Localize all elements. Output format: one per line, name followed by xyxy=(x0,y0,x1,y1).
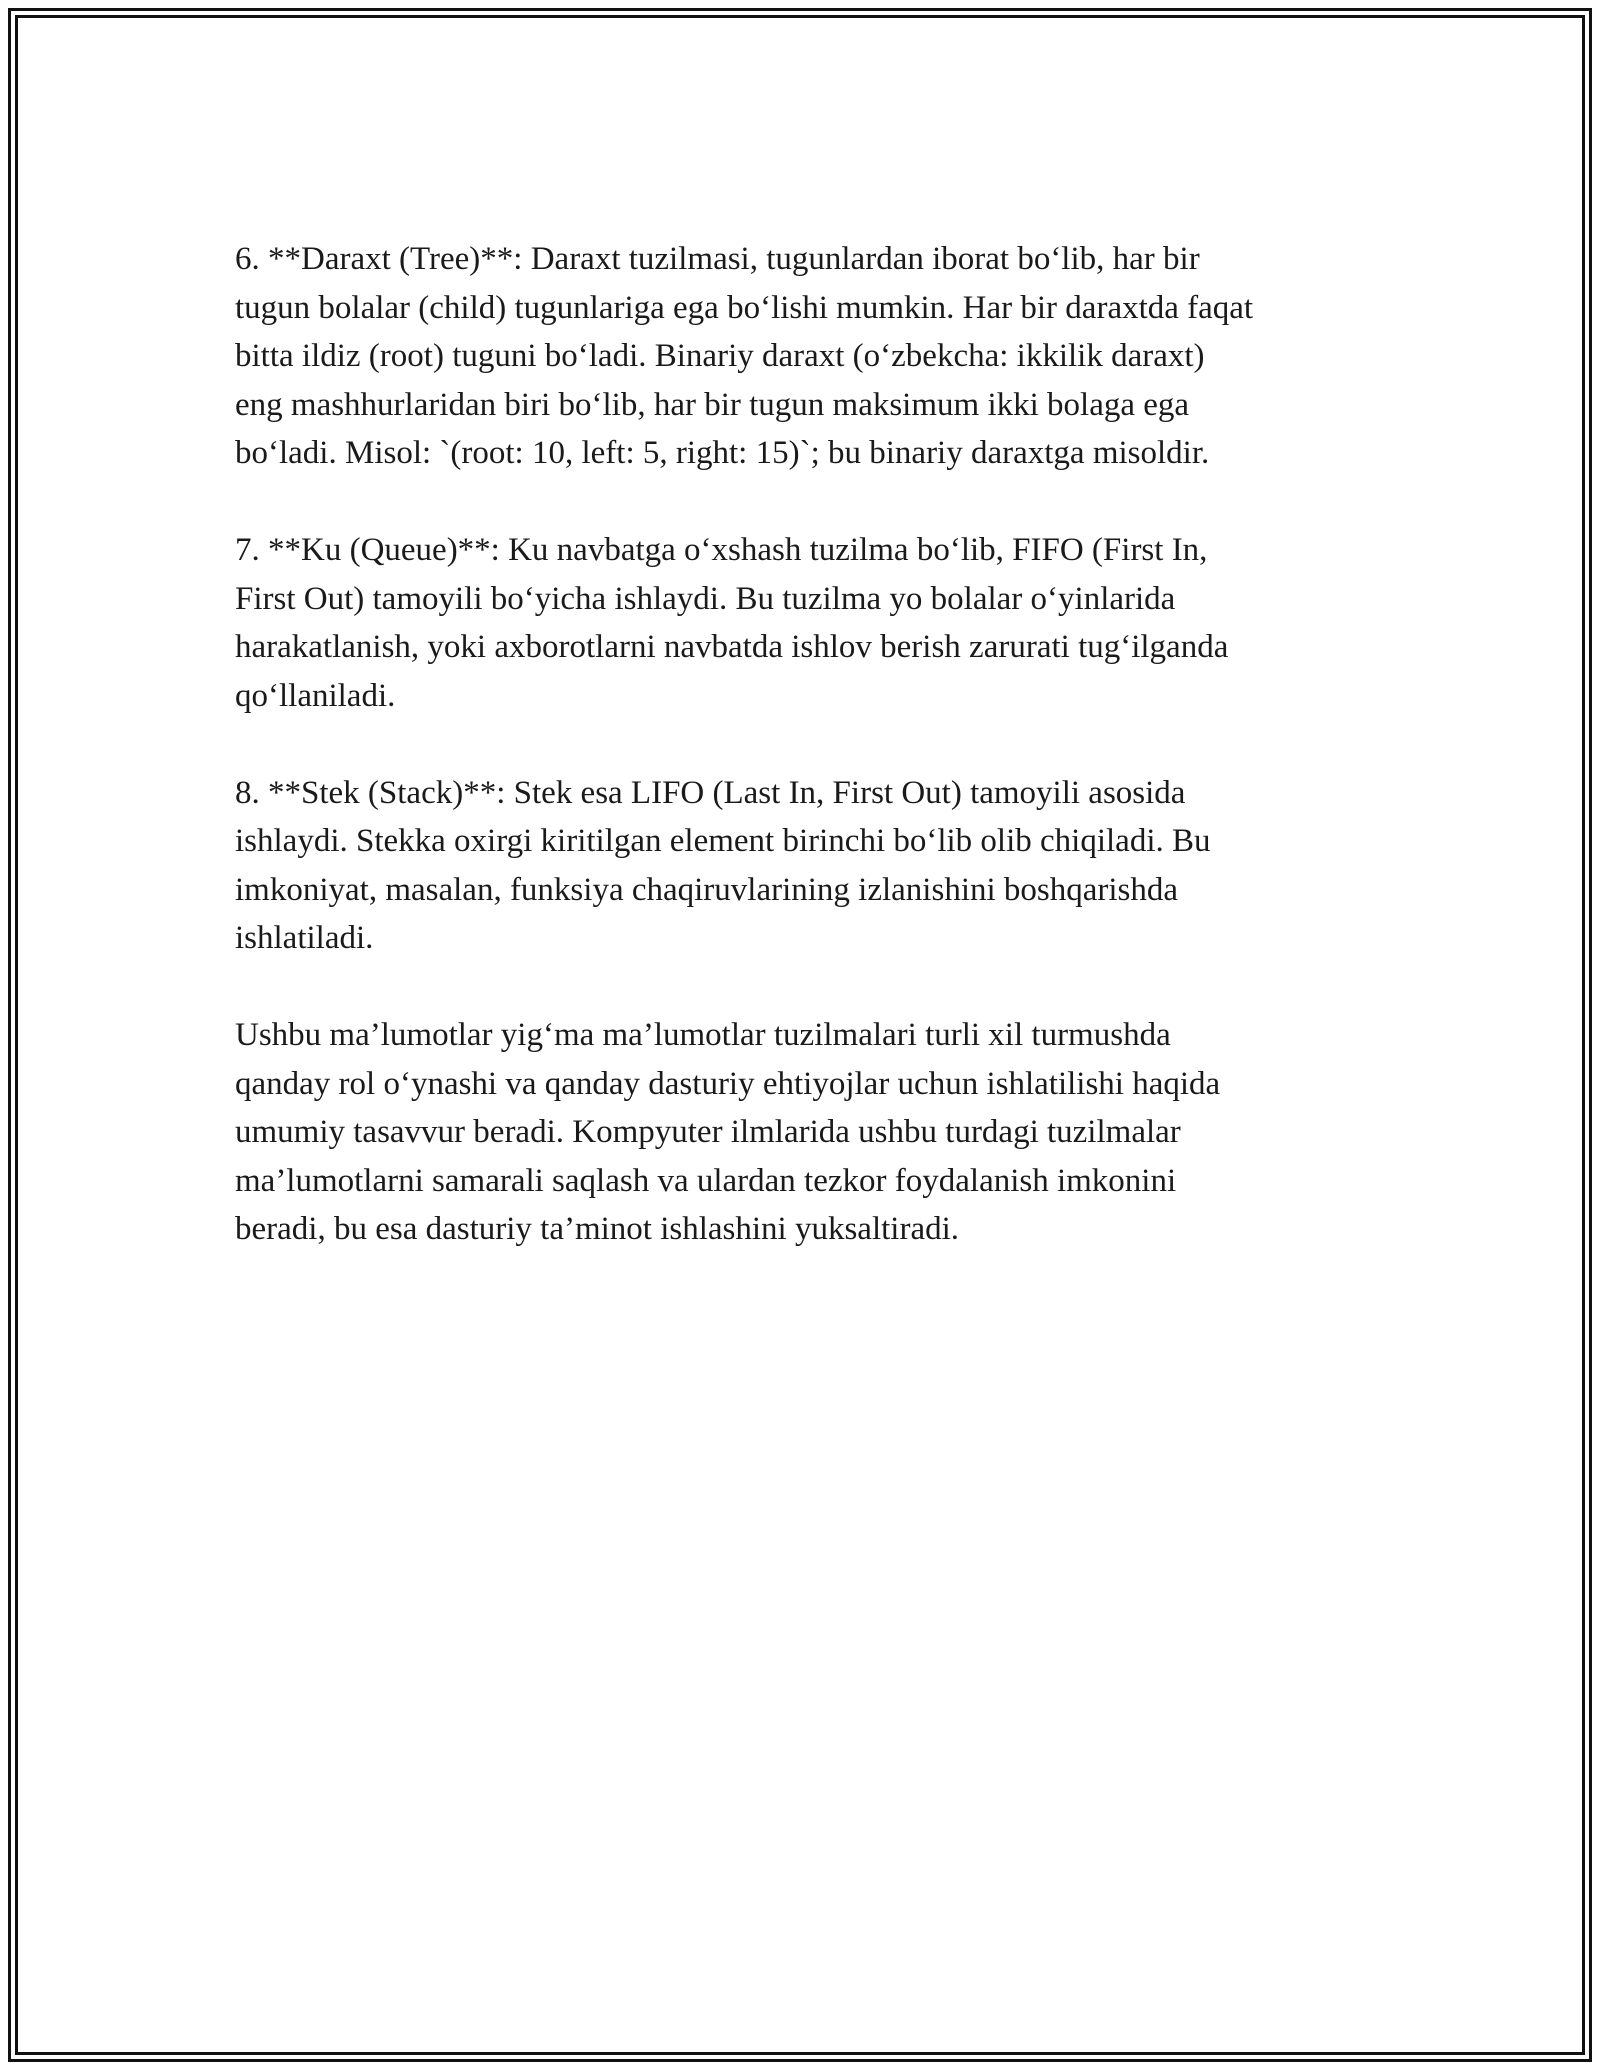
document-body xyxy=(235,235,1395,1302)
paragraph-tree: 6. **Daraxt (Tree)**: Daraxt tuzilmasi, tugunlardan iborat bo‘lib, har bir tugun bolalar (child) tugunlariga ega bo‘lishi mumkin. Har bir daraxtda faqat bitta ildiz (root) tuguni bo‘ladi. Binariy daraxt (o‘zbekcha: ikkilik daraxt) eng mashhurlaridan biri bo‘lib, har bir tugun maksimum ikki bolaga ega bo‘ladi. Misol: `(root: 10, left: 5, right: 15)`; bu binariy daraxtga misoldir. xyxy=(235,241,1254,471)
paragraph-stack: 8. **Stek (Stack)**: Stek esa LIFO (Last In, First Out) tamoyili asosida ishlaydi. Stekka oxirgi kiritilgan element birinchi bo‘lib olib chiqiladi. Bu imkoniyat, masalan, funksiya chaqiruvlarining izlanishini boshqarishda ishlatiladi. xyxy=(235,774,1211,956)
paragraph-queue: 7. **Ku (Queue)**: Ku navbatga o‘xshash tuzilma bo‘lib, FIFO (First In, First Out) tamoyili bo‘yicha ishlaydi. Bu tuzilma yo bolalar o‘yinlarida harakatlanish, yoki axborotlarni navbatda ishlov berish zarurati tug‘ilganda qo‘llaniladi. xyxy=(235,532,1229,714)
paragraph-summary: Ushbu ma’lumotlar yig‘ma ma’lumotlar tuzilmalari turli xil turmushda qanday rol o‘ynashi va qanday dasturiy ehtiyojlar uchun ishlatilishi haqida umumiy tasavvur beradi. Kompyuter ilmlarida ushbu turdagi tuzilmalar ma’lumotlarni samarali saqlash va ulardan tezkor foydalanish imkonini beradi, bu esa dasturiy ta’minot ishlashini yuksaltiradi. xyxy=(235,1017,1221,1247)
